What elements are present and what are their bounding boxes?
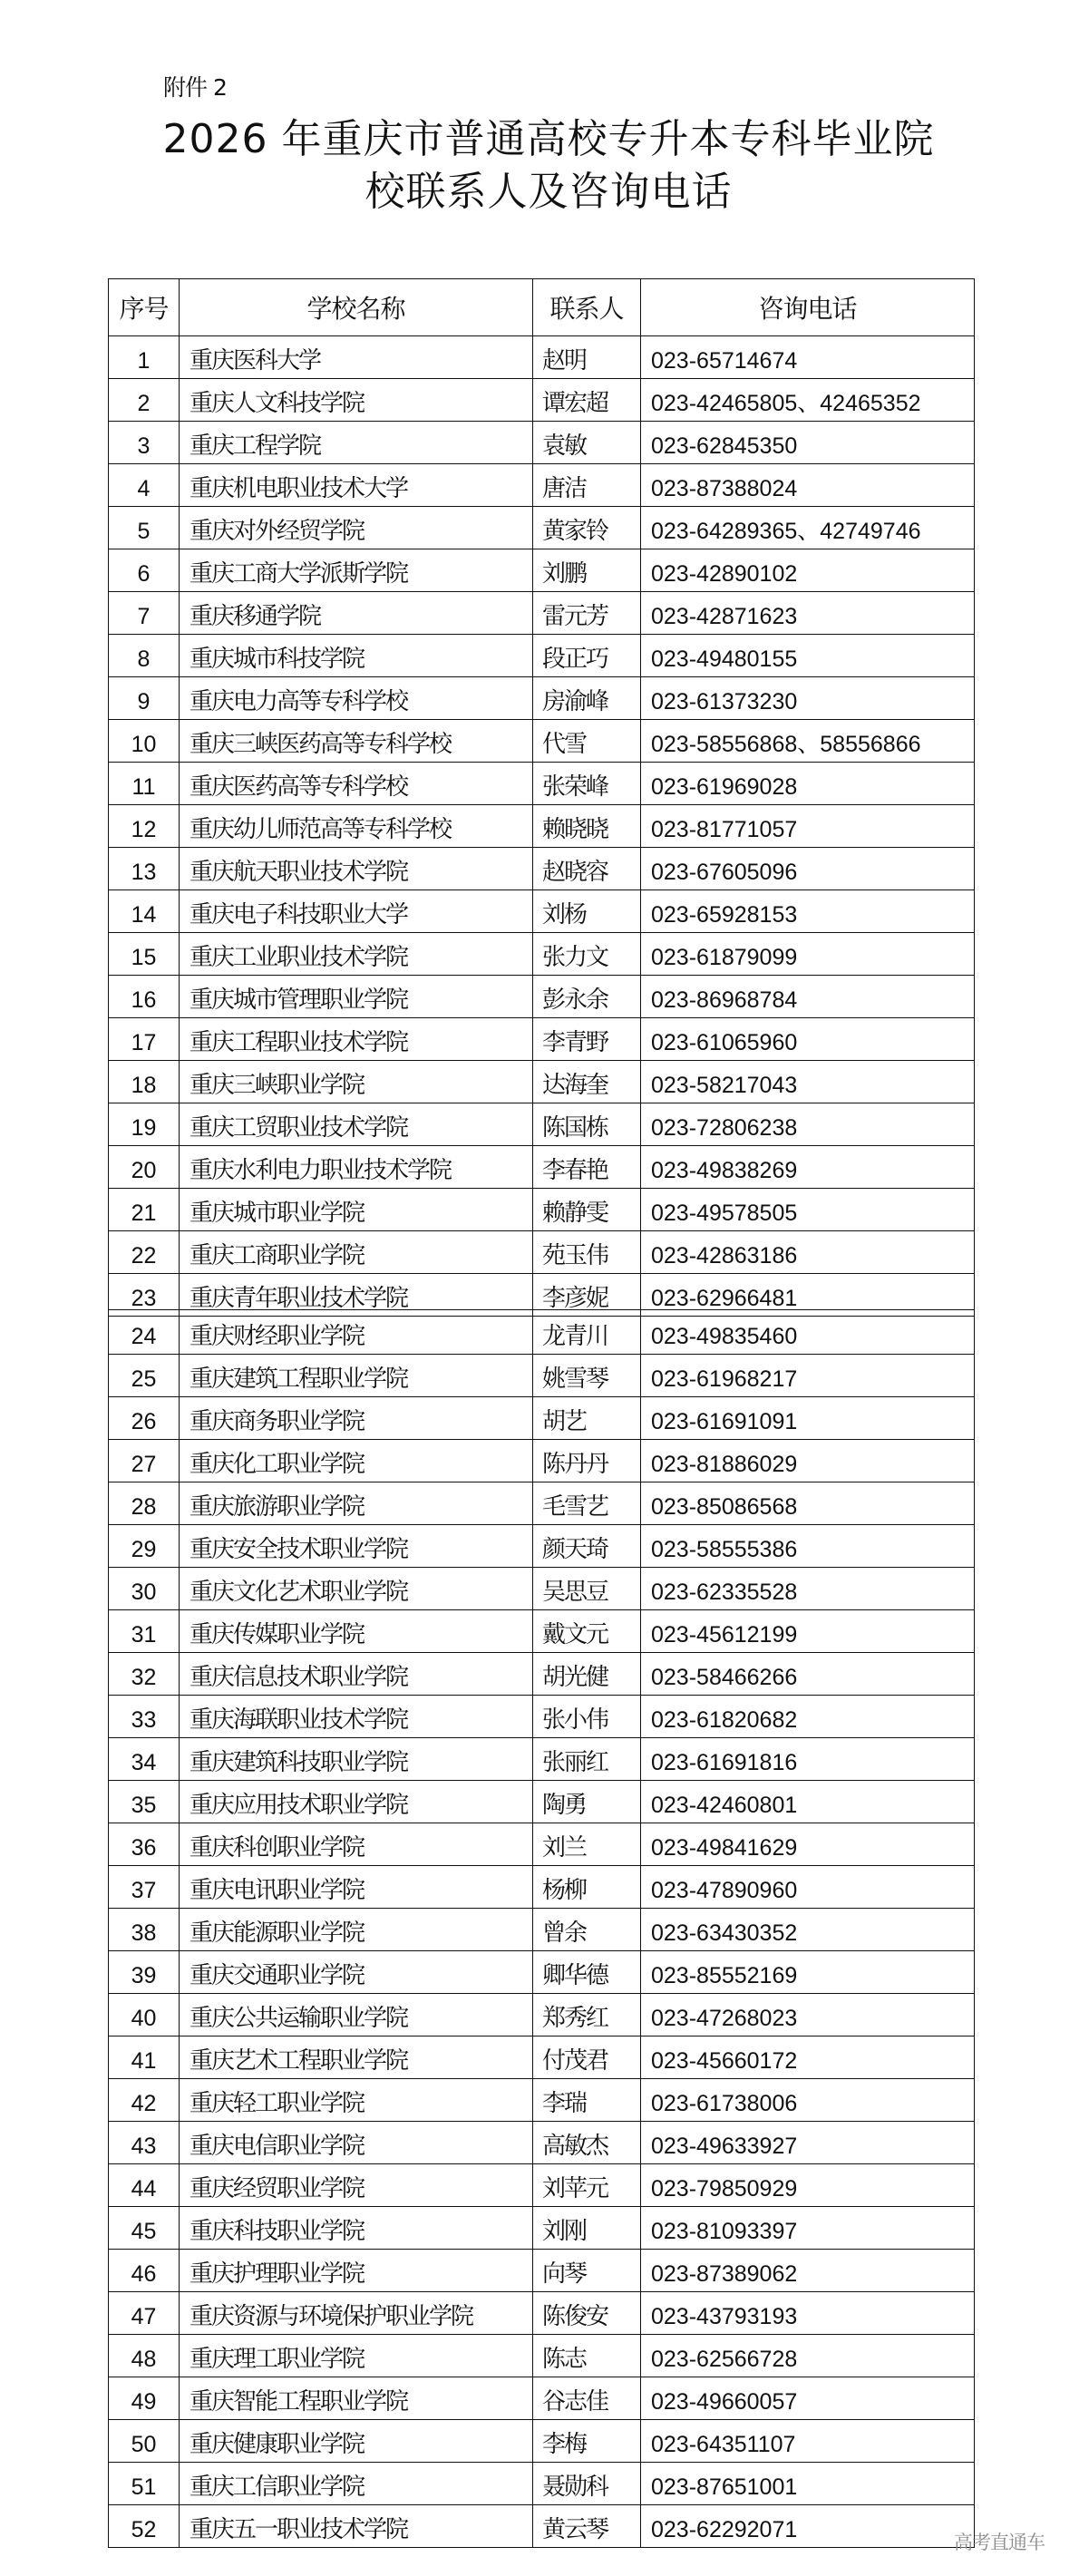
school-name: 重庆工业职业技术学院 [180, 933, 533, 976]
contact-person: 赖静雯 [533, 1189, 641, 1231]
row-number: 22 [109, 1231, 180, 1274]
table-row [109, 422, 975, 464]
row-number: 28 [109, 1482, 180, 1525]
phone-number: 023-47268023 [641, 1994, 975, 2036]
table-row [109, 1482, 975, 1525]
contact-person: 李瑞 [533, 2079, 641, 2122]
phone-number: 023-58556868、58556866 [641, 720, 975, 763]
row-number: 29 [109, 1525, 180, 1568]
table-row [109, 763, 975, 805]
contact-person: 姚雪琴 [533, 1355, 641, 1397]
contact-person: 黄家铃 [533, 507, 641, 549]
phone-number: 023-49835460 [641, 1310, 975, 1355]
school-name: 重庆文化艺术职业学院 [180, 1568, 533, 1610]
phone-number: 023-61969028 [641, 763, 975, 805]
phone-number: 023-42460801 [641, 1781, 975, 1823]
table-row [109, 1866, 975, 1909]
contact-person: 陈国栋 [533, 1103, 641, 1146]
phone-number: 023-49660057 [641, 2377, 975, 2420]
contact-person: 张丽红 [533, 1738, 641, 1781]
school-name: 重庆电信职业学院 [180, 2122, 533, 2164]
table-row [109, 1018, 975, 1061]
row-number: 31 [109, 1610, 180, 1653]
row-number: 24 [109, 1310, 180, 1355]
contacts-table-page-1 [108, 278, 975, 1317]
school-name: 重庆建筑科技职业学院 [180, 1738, 533, 1781]
row-number: 21 [109, 1189, 180, 1231]
school-name: 重庆医药高等专科学校 [180, 763, 533, 805]
school-name: 重庆信息技术职业学院 [180, 1653, 533, 1696]
phone-number: 023-64351107 [641, 2420, 975, 2463]
phone-number: 023-42890102 [641, 549, 975, 592]
table-row [109, 1994, 975, 2036]
school-name: 重庆轻工职业学院 [180, 2079, 533, 2122]
contact-person: 赵晓容 [533, 848, 641, 890]
contacts-table-page-2 [108, 1309, 975, 2548]
phone-number: 023-63430352 [641, 1909, 975, 1951]
table-row [109, 1310, 975, 1355]
page-title-line-1: 2026 年重庆市普通高校专升本专科毕业院 [162, 116, 935, 162]
contact-person: 付茂君 [533, 2036, 641, 2079]
table-row [109, 805, 975, 848]
row-number: 12 [109, 805, 180, 848]
table-row [109, 1061, 975, 1103]
attachment-label: 附件 2 [163, 74, 227, 101]
phone-number: 023-61879099 [641, 933, 975, 976]
table-row [109, 1653, 975, 1696]
contact-person: 刘苹元 [533, 2164, 641, 2207]
table-row [109, 2036, 975, 2079]
phone-number: 023-67605096 [641, 848, 975, 890]
school-name: 重庆工商大学派斯学院 [180, 549, 533, 592]
school-name: 重庆经贸职业学院 [180, 2164, 533, 2207]
phone-number: 023-61691091 [641, 1397, 975, 1440]
school-name: 重庆能源职业学院 [180, 1909, 533, 1951]
phone-number: 023-49633927 [641, 2122, 975, 2164]
phone-number: 023-58466266 [641, 1653, 975, 1696]
contact-person: 胡光健 [533, 1653, 641, 1696]
phone-number: 023-49838269 [641, 1146, 975, 1189]
contact-person: 张小伟 [533, 1696, 641, 1738]
school-name: 重庆护理职业学院 [180, 2250, 533, 2292]
phone-number: 023-61065960 [641, 1018, 975, 1061]
contact-person: 毛雪艺 [533, 1482, 641, 1525]
school-name: 重庆城市科技学院 [180, 635, 533, 677]
row-number: 39 [109, 1951, 180, 1994]
contact-person: 李春艳 [533, 1146, 641, 1189]
table-row [109, 1146, 975, 1189]
table-row [109, 507, 975, 549]
school-name: 重庆海联职业技术学院 [180, 1696, 533, 1738]
contact-person: 袁敏 [533, 422, 641, 464]
table-row [109, 2122, 975, 2164]
school-name: 重庆科创职业学院 [180, 1823, 533, 1866]
row-number: 32 [109, 1653, 180, 1696]
contact-person: 胡艺 [533, 1397, 641, 1440]
contact-person: 郑秀红 [533, 1994, 641, 2036]
row-number: 14 [109, 890, 180, 933]
contact-person: 刘刚 [533, 2207, 641, 2250]
row-number: 8 [109, 635, 180, 677]
phone-number: 023-61968217 [641, 1355, 975, 1397]
phone-number: 023-79850929 [641, 2164, 975, 2207]
phone-number: 023-43793193 [641, 2292, 975, 2335]
phone-number: 023-58217043 [641, 1061, 975, 1103]
table-row [109, 933, 975, 976]
table-row [109, 1103, 975, 1146]
phone-number: 023-65928153 [641, 890, 975, 933]
row-number: 45 [109, 2207, 180, 2250]
school-name: 重庆对外经贸学院 [180, 507, 533, 549]
school-name: 重庆青年职业技术学院 [180, 1274, 533, 1317]
school-name: 重庆艺术工程职业学院 [180, 2036, 533, 2079]
row-number: 20 [109, 1146, 180, 1189]
table-row [109, 720, 975, 763]
row-number: 27 [109, 1440, 180, 1482]
school-name: 重庆化工职业学院 [180, 1440, 533, 1482]
school-name: 重庆工程学院 [180, 422, 533, 464]
table-row [109, 976, 975, 1018]
table-row [109, 2250, 975, 2292]
school-name: 重庆健康职业学院 [180, 2420, 533, 2463]
contact-person: 高敏杰 [533, 2122, 641, 2164]
contact-person: 陈丹丹 [533, 1440, 641, 1482]
row-number: 43 [109, 2122, 180, 2164]
phone-number: 023-61373230 [641, 677, 975, 720]
contact-person: 曾余 [533, 1909, 641, 1951]
phone-number: 023-85086568 [641, 1482, 975, 1525]
contact-person: 唐洁 [533, 464, 641, 507]
row-number: 25 [109, 1355, 180, 1397]
school-name: 重庆电子科技职业大学 [180, 890, 533, 933]
school-name: 重庆人文科技学院 [180, 379, 533, 422]
phone-number: 023-87389062 [641, 2250, 975, 2292]
page-title-line-2: 校联系人及咨询电话 [365, 169, 733, 215]
table-row [109, 1781, 975, 1823]
contact-person: 杨柳 [533, 1866, 641, 1909]
table-row [109, 1823, 975, 1866]
phone-number: 023-49578505 [641, 1189, 975, 1231]
phone-number: 023-47890960 [641, 1866, 975, 1909]
school-name: 重庆应用技术职业学院 [180, 1781, 533, 1823]
phone-number: 023-45660172 [641, 2036, 975, 2079]
row-number: 9 [109, 677, 180, 720]
row-number: 37 [109, 1866, 180, 1909]
table-row [109, 2292, 975, 2335]
school-name: 重庆资源与环境保护职业学院 [180, 2292, 533, 2335]
row-number: 18 [109, 1061, 180, 1103]
table-row [109, 2079, 975, 2122]
contact-person: 房渝峰 [533, 677, 641, 720]
phone-number: 023-42465805、42465352 [641, 379, 975, 422]
row-number: 13 [109, 848, 180, 890]
contact-person: 龙青川 [533, 1310, 641, 1355]
school-name: 重庆传媒职业学院 [180, 1610, 533, 1653]
row-number: 40 [109, 1994, 180, 2036]
contact-person: 刘兰 [533, 1823, 641, 1866]
phone-number: 023-62335528 [641, 1568, 975, 1610]
school-name: 重庆三峡医药高等专科学校 [180, 720, 533, 763]
row-number: 35 [109, 1781, 180, 1823]
row-number: 38 [109, 1909, 180, 1951]
row-number: 30 [109, 1568, 180, 1610]
row-number: 11 [109, 763, 180, 805]
row-number: 7 [109, 592, 180, 635]
row-number: 41 [109, 2036, 180, 2079]
school-name: 重庆财经职业学院 [180, 1310, 533, 1355]
row-number: 44 [109, 2164, 180, 2207]
phone-number: 023-45612199 [641, 1610, 975, 1653]
school-name: 重庆医科大学 [180, 336, 533, 379]
table-row [109, 1951, 975, 1994]
table-row [109, 1568, 975, 1610]
phone-number: 023-62845350 [641, 422, 975, 464]
phone-number: 023-87388024 [641, 464, 975, 507]
contact-person: 颜天琦 [533, 1525, 641, 1568]
table-row [109, 2207, 975, 2250]
table-row [109, 336, 975, 379]
contact-person: 代雪 [533, 720, 641, 763]
watermark: 高考直通车 [954, 2532, 1045, 2553]
school-name: 重庆旅游职业学院 [180, 1482, 533, 1525]
table-row [109, 2164, 975, 2207]
contact-person: 达海奎 [533, 1061, 641, 1103]
header-school: 学校名称 [180, 279, 533, 336]
contact-person: 雷元芳 [533, 592, 641, 635]
row-number: 26 [109, 1397, 180, 1440]
row-number: 36 [109, 1823, 180, 1866]
table-row [109, 2463, 975, 2505]
contact-person: 李青野 [533, 1018, 641, 1061]
contact-person: 张荣峰 [533, 763, 641, 805]
contact-person: 李彦妮 [533, 1274, 641, 1317]
contact-person: 刘杨 [533, 890, 641, 933]
table-row [109, 2335, 975, 2377]
table-row [109, 1525, 975, 1568]
school-name: 重庆水利电力职业技术学院 [180, 1146, 533, 1189]
row-number: 48 [109, 2335, 180, 2377]
contact-person: 谭宏超 [533, 379, 641, 422]
school-name: 重庆城市职业学院 [180, 1189, 533, 1231]
contact-person: 刘鹏 [533, 549, 641, 592]
phone-number: 023-58555386 [641, 1525, 975, 1568]
school-name: 重庆公共运输职业学院 [180, 1994, 533, 2036]
phone-number: 023-49480155 [641, 635, 975, 677]
header-phone: 咨询电话 [641, 279, 975, 336]
phone-number: 023-64289365、42749746 [641, 507, 975, 549]
table-row [109, 848, 975, 890]
table-row [109, 592, 975, 635]
contact-person: 陶勇 [533, 1781, 641, 1823]
phone-number: 023-62966481 [641, 1274, 975, 1317]
table-row [109, 1696, 975, 1738]
contact-person: 赖晓晓 [533, 805, 641, 848]
row-number: 10 [109, 720, 180, 763]
row-number: 6 [109, 549, 180, 592]
school-name: 重庆理工职业学院 [180, 2335, 533, 2377]
phone-number: 023-42863186 [641, 1231, 975, 1274]
phone-number: 023-81886029 [641, 1440, 975, 1482]
phone-number: 023-61820682 [641, 1696, 975, 1738]
phone-number: 023-61691816 [641, 1738, 975, 1781]
row-number: 4 [109, 464, 180, 507]
school-name: 重庆幼儿师范高等专科学校 [180, 805, 533, 848]
phone-number: 023-81771057 [641, 805, 975, 848]
table-row [109, 549, 975, 592]
school-name: 重庆城市管理职业学院 [180, 976, 533, 1018]
phone-number: 023-62292071 [641, 2505, 975, 2548]
contact-person: 谷志佳 [533, 2377, 641, 2420]
row-number: 15 [109, 933, 180, 976]
phone-number: 023-62566728 [641, 2335, 975, 2377]
header-no: 序号 [109, 279, 180, 336]
row-number: 17 [109, 1018, 180, 1061]
contact-person: 陈志 [533, 2335, 641, 2377]
table-row [109, 1189, 975, 1231]
school-name: 重庆工程职业技术学院 [180, 1018, 533, 1061]
phone-number: 023-72806238 [641, 1103, 975, 1146]
school-name: 重庆智能工程职业学院 [180, 2377, 533, 2420]
table-row [109, 2377, 975, 2420]
school-name: 重庆科技职业学院 [180, 2207, 533, 2250]
row-number: 49 [109, 2377, 180, 2420]
school-name: 重庆交通职业学院 [180, 1951, 533, 1994]
table-row [109, 379, 975, 422]
contact-person: 赵明 [533, 336, 641, 379]
row-number: 42 [109, 2079, 180, 2122]
table-row [109, 1355, 975, 1397]
table-row [109, 1440, 975, 1482]
row-number: 16 [109, 976, 180, 1018]
table-row [109, 1397, 975, 1440]
row-number: 46 [109, 2250, 180, 2292]
school-name: 重庆工信职业学院 [180, 2463, 533, 2505]
contact-person: 苑玉伟 [533, 1231, 641, 1274]
row-number: 2 [109, 379, 180, 422]
contact-person: 向琴 [533, 2250, 641, 2292]
table-row [109, 2505, 975, 2548]
table-row [109, 1738, 975, 1781]
contact-person: 吴思豆 [533, 1568, 641, 1610]
contact-person: 卿华德 [533, 1951, 641, 1994]
table-row [109, 890, 975, 933]
school-name: 重庆商务职业学院 [180, 1397, 533, 1440]
school-name: 重庆电力高等专科学校 [180, 677, 533, 720]
school-name: 重庆安全技术职业学院 [180, 1525, 533, 1568]
school-name: 重庆工贸职业技术学院 [180, 1103, 533, 1146]
school-name: 重庆三峡职业学院 [180, 1061, 533, 1103]
table-row [109, 1610, 975, 1653]
contact-person: 段正巧 [533, 635, 641, 677]
phone-number: 023-49841629 [641, 1823, 975, 1866]
row-number: 19 [109, 1103, 180, 1146]
contact-person: 李梅 [533, 2420, 641, 2463]
table-row [109, 1231, 975, 1274]
school-name: 重庆电讯职业学院 [180, 1866, 533, 1909]
row-number: 52 [109, 2505, 180, 2548]
row-number: 50 [109, 2420, 180, 2463]
phone-number: 023-86968784 [641, 976, 975, 1018]
row-number: 3 [109, 422, 180, 464]
contact-person: 黄云琴 [533, 2505, 641, 2548]
header-contact: 联系人 [533, 279, 641, 336]
phone-number: 023-42871623 [641, 592, 975, 635]
contact-person: 陈俊安 [533, 2292, 641, 2335]
contact-person: 张力文 [533, 933, 641, 976]
table-row [109, 635, 975, 677]
table-row [109, 677, 975, 720]
row-number: 33 [109, 1696, 180, 1738]
phone-number: 023-61738006 [641, 2079, 975, 2122]
school-name: 重庆航天职业技术学院 [180, 848, 533, 890]
row-number: 23 [109, 1274, 180, 1317]
school-name: 重庆移通学院 [180, 592, 533, 635]
school-name: 重庆建筑工程职业学院 [180, 1355, 533, 1397]
table-row [109, 2420, 975, 2463]
contact-person: 聂勋科 [533, 2463, 641, 2505]
row-number: 1 [109, 336, 180, 379]
school-name: 重庆机电职业技术大学 [180, 464, 533, 507]
row-number: 34 [109, 1738, 180, 1781]
phone-number: 023-81093397 [641, 2207, 975, 2250]
contact-person: 彭永余 [533, 976, 641, 1018]
phone-number: 023-65714674 [641, 336, 975, 379]
phone-number: 023-87651001 [641, 2463, 975, 2505]
table-row [109, 1909, 975, 1951]
table-row [109, 464, 975, 507]
phone-number: 023-85552169 [641, 1951, 975, 1994]
row-number: 51 [109, 2463, 180, 2505]
row-number: 47 [109, 2292, 180, 2335]
contact-person: 戴文元 [533, 1610, 641, 1653]
row-number: 5 [109, 507, 180, 549]
school-name: 重庆五一职业技术学院 [180, 2505, 533, 2548]
table-header-row [109, 279, 975, 336]
school-name: 重庆工商职业学院 [180, 1231, 533, 1274]
